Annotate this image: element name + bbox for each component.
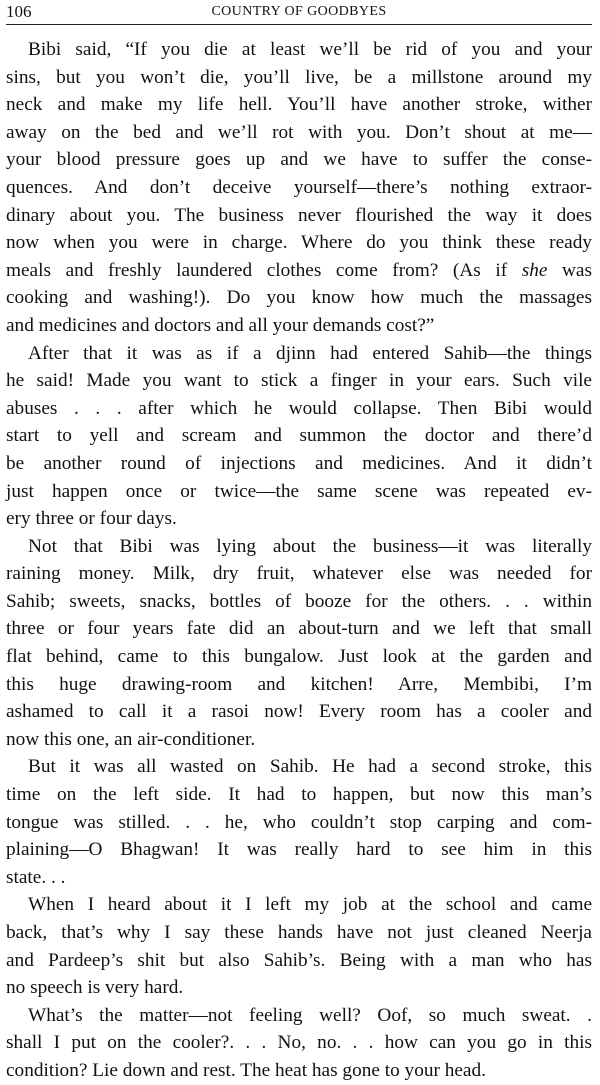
- text-line: But it was all wasted on Sahib. He had a second stroke, this: [28, 756, 592, 778]
- paragraph: [6, 533, 592, 754]
- text-line: ery three or four days.: [6, 508, 177, 530]
- paragraph: [6, 891, 592, 1001]
- text-line: condition? Lie down and rest. The heat has gone to your head.: [6, 1059, 486, 1081]
- text-line: meals and freshly laundered clothes come from? (As if she was: [6, 259, 592, 281]
- text-line: just happen once or twice—the same scene was repeated ev-: [6, 480, 592, 502]
- page-number: 106: [6, 2, 32, 21]
- text-line: Sahib; sweets, snacks, bottles of booze for the others. . . within: [6, 590, 592, 612]
- text-line: state. . .: [6, 866, 66, 888]
- text-line: quences. And don’t deceive yourself—there’s nothing extraor-: [6, 176, 592, 198]
- text-line: now this one, an air-conditioner.: [6, 728, 256, 750]
- text-line: back, that’s why I say these hands have not just cleaned Neerja: [6, 922, 592, 943]
- text-line: plaining—O Bhagwan! It was really hard to see him in this: [6, 839, 592, 861]
- body-text: [6, 36, 592, 1085]
- paragraph: [6, 36, 592, 340]
- text-line: What’s the matter—not feeling well? Oof, so much sweat. .: [28, 1004, 592, 1026]
- text-line: cooking and washing!). Do you know how much the massages: [6, 287, 592, 309]
- text-line: flat behind, came to this bungalow. Just look at the garden and: [6, 646, 592, 668]
- text-line: Not that Bibi was lying about the business—it was literally: [28, 535, 592, 557]
- text-line: and medicines and doctors and all your demands cost?”: [6, 314, 435, 336]
- paragraph: [6, 340, 592, 533]
- text-line: this huge drawing-room and kitchen! Arre, Membibi, I’m: [6, 673, 592, 695]
- text-line: Bibi said, “If you die at least we’ll be rid of you and your: [28, 39, 592, 60]
- text-line: away on the bed and we’ll rot with you. Don’t shout at me—: [6, 121, 592, 143]
- text-line: shall I put on the cooler?. . . No, no. . . how can you go in this: [6, 1032, 592, 1054]
- text-line: now when you were in charge. Where do you think these ready: [6, 232, 592, 254]
- text-line: start to yell and scream and summon the doctor and there’d: [6, 425, 592, 447]
- running-head: COUNTRY OF GOODBYES: [211, 4, 387, 19]
- paragraph: [6, 753, 592, 891]
- page-header: [6, 2, 592, 25]
- text-line: After that it was as if a djinn had entered Sahib—the things: [28, 342, 592, 364]
- text-line: three or four years fate did an about-turn and we left that small: [6, 618, 592, 640]
- text-line: neck and make my life hell. You’ll have another stroke, wither: [6, 94, 592, 116]
- text-line: be another round of injections and medicines. And it didn’t: [6, 452, 592, 474]
- text-line: abuses . . . after which he would collapse. Then Bibi would: [6, 397, 592, 419]
- text-line: ashamed to call it a rasoi now! Every room has a cooler and: [6, 701, 592, 723]
- text-line: he said! Made you want to stick a finger in your ears. Such vile: [6, 370, 592, 392]
- paragraph: [6, 1002, 592, 1085]
- text-line: time on the left side. It had to happen, but now this man’s: [6, 784, 592, 806]
- text-line: no speech is very hard.: [6, 977, 184, 999]
- text-line: and Pardeep’s shit but also Sahib’s. Being with a man who has: [6, 949, 592, 971]
- text-line: When I heard about it I left my job at the school and came: [28, 894, 592, 916]
- text-line: your blood pressure goes up and we have to suffer the conse-: [6, 149, 592, 171]
- text-line: tongue was stilled. . . he, who couldn’t stop carping and com-: [6, 811, 592, 833]
- text-line: sins, but you won’t die, you’ll live, be a millstone around my: [6, 66, 592, 88]
- text-line: dinary about you. The business never flourished the way it does: [6, 204, 592, 226]
- text-line: raining money. Milk, dry fruit, whatever else was needed for: [6, 563, 592, 585]
